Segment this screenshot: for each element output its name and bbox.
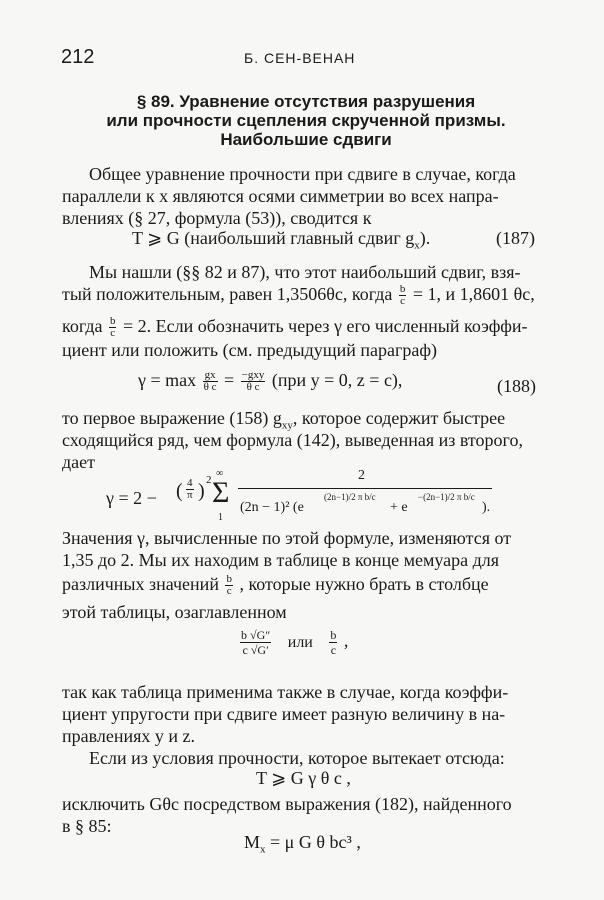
section-title-line: Наибольшие сдвиги [220,130,392,149]
fraction-numerator: b [226,573,232,586]
fraction-b-c [225,574,233,597]
section-title-line: § 89. Уравнение отсутствия разрушения [136,92,476,111]
fraction-b-c [109,316,117,339]
fraction-denominator: θ c [246,381,260,394]
equation-text: T ⩾ G (наибольший главный сдвиг g [132,228,415,248]
column-heading-formula [238,628,348,657]
fraction-b-c [399,284,407,307]
paragraph-line: в § 85: [62,816,112,836]
text-subscript: xy [281,419,293,432]
paragraph-line: циент упругости при сдвиге имеет разную величину в на- [62,704,506,724]
sum-lower-limit: 1 [218,512,223,523]
equation-text: ). [419,228,431,248]
fraction-4-pi [186,478,194,501]
series-exponent: −(2n−1)/2 π b/c [418,492,475,502]
paragraph-line: этой таблицы, озаглавленном [62,602,287,622]
text-run: то первое выражение (158) g [62,408,282,428]
equation-text: M [244,832,261,852]
series-exponent: (2n−1)/2 π b/c [324,492,376,502]
paragraph-line: исключить Gθc посредством выражения (182), найденного [62,794,512,814]
equation-text: = [224,370,235,390]
paragraph-line: Мы нашли (§§ 82 и 87), что этот наибольший сдвиг, взя- [89,262,521,282]
fraction-bar [238,488,492,489]
text-ili: или [287,633,313,651]
text-run: различных значений [62,574,219,594]
fraction-denominator: c √G′ [242,643,269,657]
running-title: Б. СЕН-ВЕНАН [244,50,356,66]
series-equation: γ = 2 − ( $\frac{4}{\pi}$ ) 2 ∞ Σ 1 2 (2n − 1)² (e (2n−1)/2 π b/c + e −(2n−1)/2 π b/c ). [106,468,491,523]
fraction-denominator: c [226,585,232,598]
fraction-denominator: c [400,295,406,308]
fraction-numerator: gx [204,369,216,382]
fraction-sqrt-g [240,628,271,657]
fraction-numerator: b [330,628,337,642]
fraction-denominator: θ c [203,381,217,394]
paragraph-line: влениях (§ 27, формула (53)), сводится к [62,208,372,228]
series-close: ). [482,500,491,515]
fraction-denominator: c [110,327,116,340]
paragraph-line [62,314,528,339]
series-denominator: (2n − 1)² (e [240,500,304,515]
mx-equation [244,832,361,856]
equation-number: (187) [496,228,535,248]
paragraph-line: Общее уравнение прочности при сдвиге в случае, когда [89,164,516,184]
equation-text: γ = 2 − [106,488,157,508]
paragraph-line: так как таблица применима также в случае, когда коэффи- [62,682,509,702]
equation-text: (при y = 0, z = c), [271,370,403,390]
fraction-gx-theta-c [203,370,218,393]
fraction-numerator: b [109,315,116,328]
fraction-gxy-theta-c [241,370,266,393]
equation-187 [132,228,430,252]
series-numerator: 2 [358,468,365,483]
sum-symbol: Σ [212,476,230,509]
equation-text: = μ G θ bc³ , [270,832,361,852]
paragraph-line: правлениях y и z. [62,726,196,746]
text-run: = 2. Если обозначить через γ его численный коэффи- [122,316,528,336]
section-title-line: или прочности сцепления скрученной призмы. [106,111,506,130]
fraction-denominator: c [330,643,337,657]
equation-text: γ = max [138,370,197,390]
equation-188 [138,370,402,393]
sum-upper-limit: ∞ [216,468,224,479]
paragraph-line: циент или положить (см. предыдущий параграф) [62,340,438,360]
fraction-denominator: π [187,489,193,501]
fraction-numerator: −gxy [241,369,265,382]
paragraph-line: 1,35 до 2. Мы их находим в таблице в конце мемуара для [62,550,500,570]
text-run: , которые нужно брать в столбце [239,574,489,594]
paragraph-line: сходящийся ряд, чем формула (142), выведенная из второго, [62,430,523,450]
text-run: = 1, и 1,8601 θc, [412,284,535,304]
equation-subscript: x [260,843,266,856]
paragraph-line [62,282,535,307]
fraction-numerator: 4 [187,477,193,489]
series-plus: + e [390,500,408,515]
fraction-numerator: b [399,283,406,296]
text-run: тый положительным, равен 1,3506θc, когда [62,284,393,304]
paragraph-line: Значения γ, вычисленные по этой формуле, изменяются от [62,528,512,548]
paragraph-line: дает [62,452,96,472]
equation-text: , [343,630,349,651]
equation-subscript: x [414,239,420,252]
text-run: когда [62,316,103,336]
paragraph-line: параллели к x являются осями симметрии во всех напра- [62,186,499,206]
page-number: 212 [61,46,95,68]
paragraph-line [62,572,489,597]
equation-number: (188) [497,376,536,396]
paragraph-line: Если из условия прочности, которое вытекает отсюда: [89,748,505,768]
condition-equation: T ⩾ G γ θ c , [256,768,351,788]
exponent: 2 [206,474,212,486]
fraction-b-c [329,628,337,657]
text-run: , которое содержит быстрее [292,408,506,428]
section-title [60,92,552,149]
fraction-numerator: b √G″ [241,628,271,642]
